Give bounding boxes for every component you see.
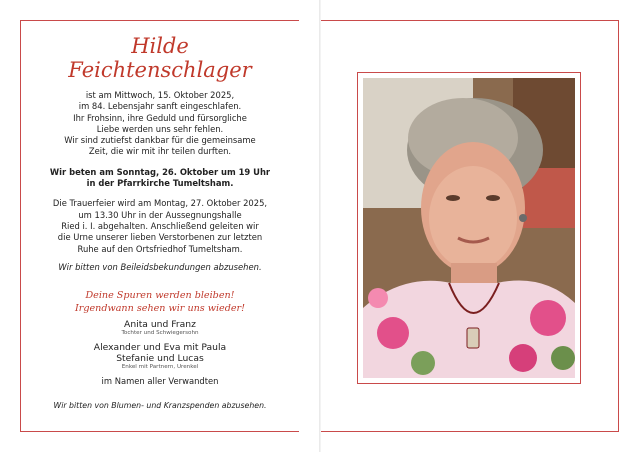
quote-line: Irgendwann sehen wir uns wieder!	[74, 303, 245, 315]
obituary-line: Liebe werden uns sehr fehlen.	[96, 123, 224, 134]
portrait-icon	[363, 78, 575, 378]
left-page-text	[22, 22, 298, 412]
flowers-note: Wir bitten von Blumen- und Kranzspenden abzusehen.	[53, 401, 267, 411]
memorial-quote	[22, 289, 298, 315]
mourners-list	[22, 319, 298, 387]
prayer-line: in der Pfarrkirche Tumeltsham.	[86, 178, 234, 189]
funeral-paragraph	[22, 198, 298, 254]
obituary-line: im 84. Lebensjahr sanft eingeschlafen.	[78, 101, 242, 112]
mourner-names: Anita und Franz	[124, 319, 196, 331]
deceased-name	[22, 34, 298, 82]
funeral-line: um 13.30 Uhr in der Aussegnungshalle	[78, 209, 242, 220]
portrait-photo	[363, 78, 575, 378]
obituary-paragraph	[22, 90, 298, 158]
quote-line: Deine Spuren werden bleiben!	[85, 290, 235, 302]
funeral-line: Ruhe auf den Ortsfriedhof Tumeltsham.	[77, 243, 243, 254]
mourner-names: Stefanie und Lucas	[116, 353, 204, 365]
prayer-line: Wir beten am Sonntag, 26. Oktober um 19 Uhr	[49, 166, 271, 177]
obituary-line: Ihr Frohsinn, ihre Geduld und fürsorgliche	[73, 112, 247, 123]
funeral-line: Ried i. I. abgehalten. Anschließend geleiten wir	[61, 220, 259, 231]
condolence-note: Wir bitten von Beileidsbekundungen abzusehen.	[58, 261, 262, 272]
last-name: Feichtenschlager	[68, 58, 252, 82]
mourner-group	[22, 319, 298, 337]
mourner-group	[22, 342, 298, 371]
funeral-line: die Urne unserer lieben Verstorbenen zur letzten	[57, 232, 263, 243]
mourner-relation: Enkel mit Partnern, Urenkel	[121, 364, 199, 371]
mourner-names: Alexander und Eva mit Paula	[93, 342, 227, 354]
obituary-line: ist am Mittwoch, 15. Oktober 2025,	[85, 90, 235, 100]
mourner-relation: Tochter und Schwiegersohn	[121, 330, 199, 337]
obituary-line: Zeit, die wir mit ihr teilen durften.	[88, 146, 232, 157]
prayer-paragraph	[22, 167, 298, 190]
first-name: Hilde	[131, 34, 189, 58]
funeral-line: Die Trauerfeier wird am Montag, 27. Oktober 2025,	[52, 198, 268, 209]
relatives-line: im Namen aller Verwandten	[101, 376, 219, 387]
obituary-line: Wir sind zutiefst dankbar für die gemeinsame	[64, 135, 256, 146]
portrait-frame	[357, 72, 581, 384]
card-fold	[319, 0, 321, 452]
